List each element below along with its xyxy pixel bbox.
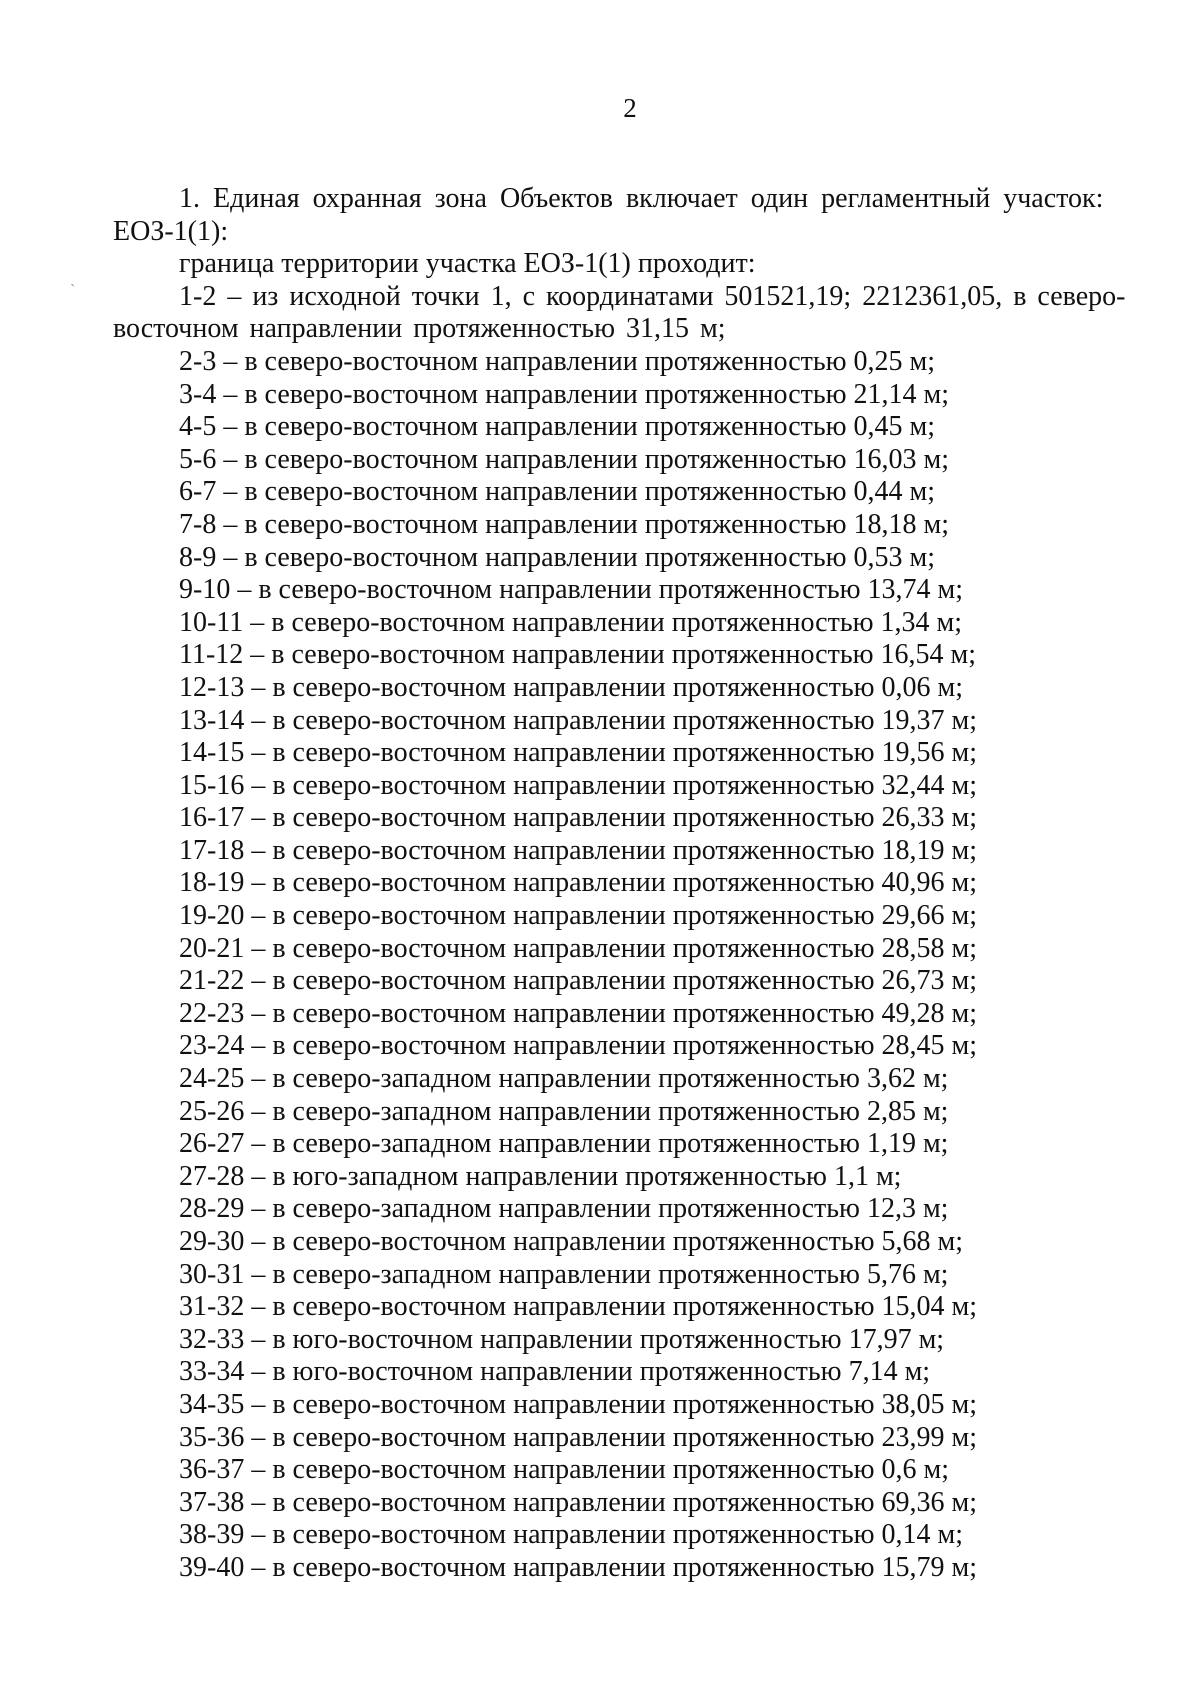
boundary-segment: 16-17 – в северо-восточном направлении протяженностью 26,33 м; <box>179 802 978 834</box>
boundary-segment: 30-31 – в северо-западном направлении протяженностью 5,76 м; <box>179 1258 949 1290</box>
boundary-segment: 7-8 – в северо-восточном направлении протяженностью 18,18 м; <box>179 508 950 540</box>
boundary-segment: 2-3 – в северо-восточном направлении протяженностью 0,25 м; <box>179 345 936 377</box>
boundary-segment: 21-22 – в северо-восточном направлении протяженностью 26,73 м; <box>179 965 978 997</box>
boundary-segment: 8-9 – в северо-восточном направлении протяженностью 0,53 м; <box>179 541 936 573</box>
boundary-segment: 25-26 – в северо-западном направлении протяженностью 2,85 м; <box>179 1095 949 1127</box>
boundary-segment: 14-15 – в северо-восточном направлении протяженностью 19,56 м; <box>179 737 978 769</box>
boundary-segment: 13-14 – в северо-восточном направлении протяженностью 19,37 м; <box>179 704 978 736</box>
boundary-heading: граница территории участка ЕОЗ-1(1) проходит: <box>179 248 756 280</box>
boundary-segment: 17-18 – в северо-восточном направлении протяженностью 18,19 м; <box>179 834 978 866</box>
boundary-segment: 20-21 – в северо-восточном направлении протяженностью 28,58 м; <box>179 932 978 964</box>
boundary-segment: 3-4 – в северо-восточном направлении протяженностью 21,14 м; <box>179 378 950 410</box>
boundary-segment: 36-37 – в северо-восточном направлении протяженностью 0,6 м; <box>179 1454 950 1486</box>
boundary-segment: 4-5 – в северо-восточном направлении протяженностью 0,45 м; <box>179 411 936 443</box>
boundary-segment: 39-40 – в северо-восточном направлении протяженностью 15,79 м; <box>179 1551 978 1583</box>
first-segment-line-1: 1-2 – из исходной точки 1, с координатами 501521,19; 2212361,05, в северо- <box>179 280 1126 312</box>
boundary-segment: 33-34 – в юго-восточном направлении протяженностью 7,14 м; <box>179 1356 931 1388</box>
boundary-segment: 35-36 – в северо-восточном направлении протяженностью 23,99 м; <box>179 1421 978 1453</box>
boundary-segment: 11-12 – в северо-восточном направлении протяженностью 16,54 м; <box>179 639 977 671</box>
boundary-segment: 10-11 – в северо-восточном направлении протяженностью 1,34 м; <box>179 606 963 638</box>
first-segment-line-2: восточном направлении протяженностью 31,15 м; <box>113 313 726 345</box>
boundary-segment: 22-23 – в северо-восточном направлении протяженностью 49,28 м; <box>179 997 978 1029</box>
boundary-segment: 38-39 – в северо-восточном направлении протяженностью 0,14 м; <box>179 1519 964 1551</box>
boundary-segment: 26-27 – в северо-западном направлении протяженностью 1,19 м; <box>179 1128 949 1160</box>
intro-line-1: 1. Единая охранная зона Объектов включает один регламентный участок: <box>179 183 1104 214</box>
boundary-segment: 15-16 – в северо-восточном направлении протяженностью 32,44 м; <box>179 769 978 801</box>
boundary-segment: 27-28 – в юго-западном направлении протяженностью 1,1 м; <box>179 1160 902 1192</box>
boundary-segment: 37-38 – в северо-восточном направлении протяженностью 69,36 м; <box>179 1486 978 1518</box>
boundary-segment: 9-10 – в северо-восточном направлении протяженностью 13,74 м; <box>179 574 964 606</box>
boundary-segment: 29-30 – в северо-восточном направлении протяженностью 5,68 м; <box>179 1226 964 1257</box>
boundary-segment: 31-32 – в северо-восточном направлении протяженностью 15,04 м; <box>179 1291 978 1323</box>
boundary-segment: 6-7 – в северо-восточном направлении протяженностью 0,44 м; <box>179 476 936 508</box>
boundary-segment: 18-19 – в северо-восточном направлении протяженностью 40,96 м; <box>179 867 978 899</box>
boundary-segment: 24-25 – в северо-западном направлении протяженностью 3,62 м; <box>179 1063 949 1095</box>
first-segment <box>113 281 1138 346</box>
scan-speck: ` <box>70 282 76 299</box>
intro-paragraph <box>113 183 1138 248</box>
page-number: 2 <box>623 93 637 123</box>
boundary-segment: 28-29 – в северо-западном направлении протяженностью 12,3 м; <box>179 1193 949 1225</box>
boundary-segment: 34-35 – в северо-восточном направлении протяженностью 38,05 м; <box>179 1388 978 1420</box>
boundary-segment: 12-13 – в северо-восточном направлении протяженностью 0,06 м; <box>179 671 964 703</box>
boundary-segment: 5-6 – в северо-восточном направлении протяженностью 16,03 м; <box>179 443 950 475</box>
boundary-segment: 23-24 – в северо-восточном направлении протяженностью 28,45 м; <box>179 1030 978 1062</box>
segment-list <box>113 346 1138 1585</box>
document-body <box>113 183 1138 1585</box>
intro-line-2: ЕОЗ-1(1): <box>113 215 229 247</box>
boundary-segment: 19-20 – в северо-восточном направлении протяженностью 29,66 м; <box>179 900 978 932</box>
boundary-segment: 32-33 – в юго-восточном направлении протяженностью 17,97 м; <box>179 1323 945 1355</box>
